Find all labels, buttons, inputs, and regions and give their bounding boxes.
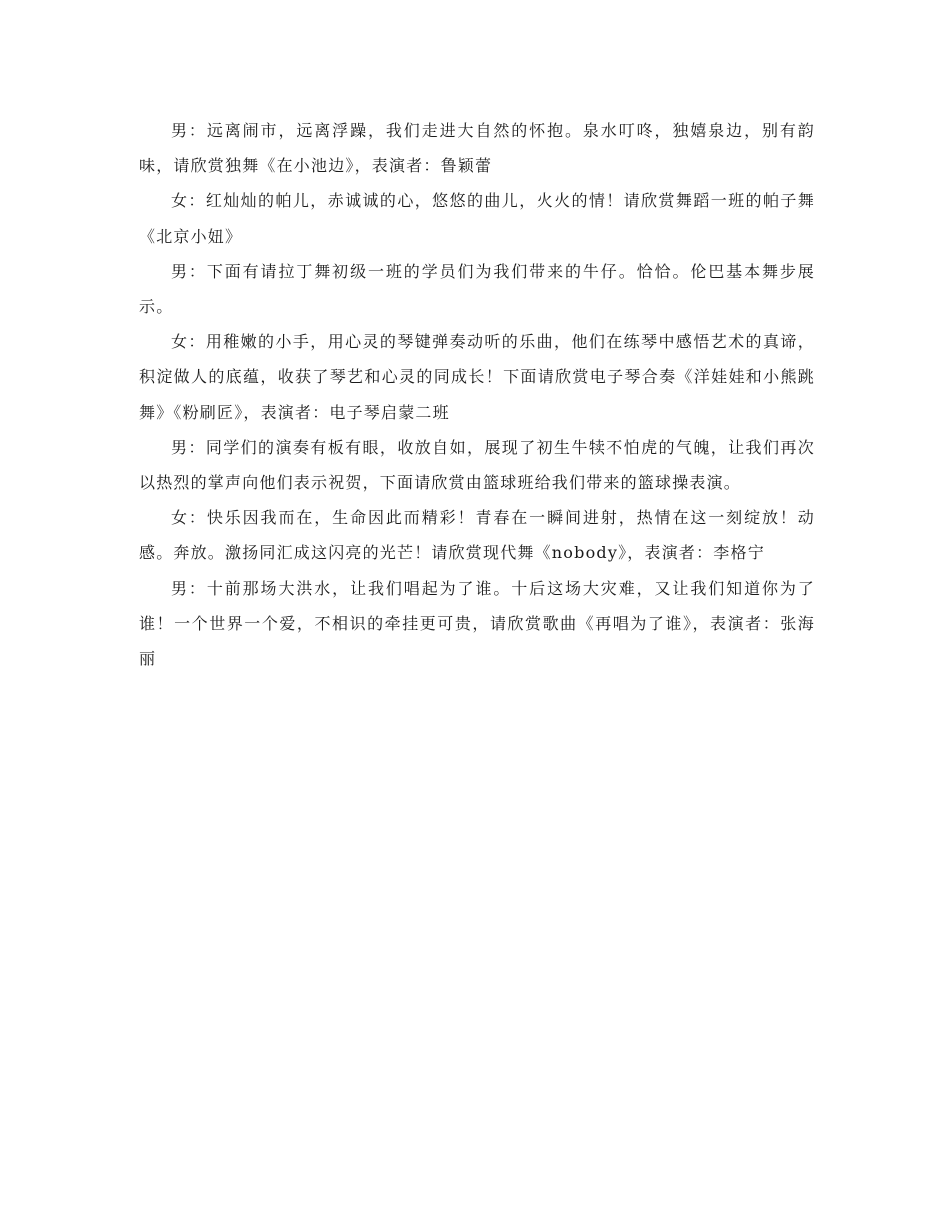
paragraph-male-4: 男：十前那场大洪水，让我们唱起为了谁。十后这场大灾难，又让我们知道你为了谁！一个世界一个爱，不相识的牵挂更可贵，请欣赏歌曲《再唱为了谁》，表演者：张海丽: [139, 578, 815, 669]
paragraph-female-2: 女：用稚嫩的小手，用心灵的琴键弹奏动听的乐曲，他们在练琴中感悟艺术的真谛，积淀做人的底蕴，收获了琴艺和心灵的同成长！下面请欣赏电子琴合奏《洋娃娃和小熊跳舞》《粉刷匠》，表演者：电子琴启蒙二班: [139, 332, 815, 422]
paragraph-male-3: 男：同学们的演奏有板有眼，收放自如，展现了初生牛犊不怕虎的气魄，让我们再次以热烈的掌声向他们表示祝贺，下面请欣赏由篮球班给我们带来的篮球操表演。: [139, 437, 815, 493]
paragraph-male-1: 男：远离闹市，远离浮躁，我们走进大自然的怀抱。泉水叮咚，独嬉泉边，别有韵味，请欣赏独舞《在小池边》，表演者：鲁颖蕾: [139, 121, 815, 176]
paragraph-female-3: 女：快乐因我而在，生命因此而精彩！青春在一瞬间进射，热情在这一刻绽放！动感。奔放。激扬同汇成这闪亮的光芒！请欣赏现代舞《nobody》，表演者：李格宁: [139, 508, 815, 563]
paragraph-male-2: 男：下面有请拉丁舞初级一班的学员们为我们带来的牛仔。恰恰。伦巴基本舞步展示。: [139, 261, 815, 317]
paragraph-female-1: 女：红灿灿的帕儿，赤诚诚的心，悠悠的曲儿，火火的情！请欣赏舞蹈一班的帕子舞《北京小妞》: [139, 191, 815, 246]
document-body: [139, 113, 815, 676]
